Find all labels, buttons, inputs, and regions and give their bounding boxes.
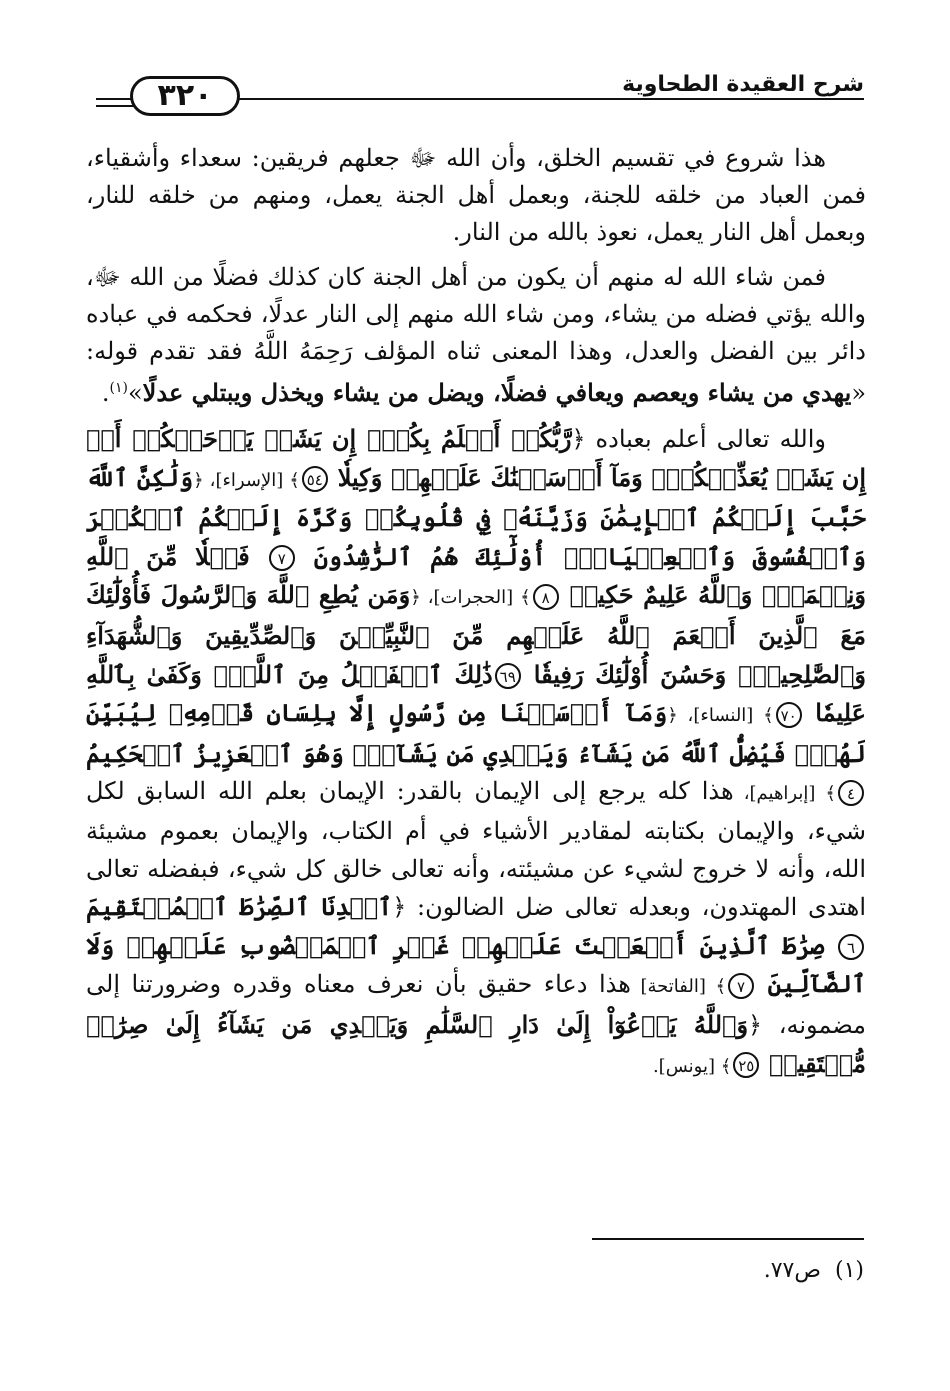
page-number: ٣٢٠	[157, 78, 213, 113]
footnote-number: (١)	[834, 1258, 864, 1283]
surah-reference: ﴾ [الحجرات]، ﴿	[410, 587, 531, 609]
quran-verse: وَٱللَّهُ يَدۡعُوٓاْ إِلَىٰ دَارِ ٱلسَّلَٰمِ وَيَهۡدِي مَن يَشَآءُ إِلَىٰ صِرَٰطٖ مُّسۡتَقِيمٖ	[86, 1009, 866, 1078]
surah-reference: ﴾ [الفاتحة]	[630, 976, 727, 998]
surah-reference: ﴾ [الإسراء]، ﴿	[193, 469, 300, 491]
paragraph-1: هذا شروع في تقسيم الخلق، وأن الله ﷻ جعلهم فريقين: سعداء وأشقياء، فمن العباد من خلقه للجنة، وبعمل أهل الجنة يعمل، ومنهم من خلقه للنار، وبعمل أهل النار يعمل، نعوذ بالله من النار.	[86, 144, 866, 246]
page-body	[86, 140, 866, 1085]
page-header	[96, 68, 864, 126]
quote-close: »	[127, 379, 143, 407]
footnote	[764, 1258, 864, 1283]
quran-verse: وَمَن يُطِعِ ٱللَّهَ وَٱلرَّسُولَ فَأُوْلَٰٓئِكَ مَعَ ٱلَّذِينَ أَنۡعَمَ ٱللَّهُ عَلَيۡهِم مِّنَ ٱلنَّبِيِّـۧنَ وَٱلصِّدِّيقِينَ وَٱلشُّهَدَآءِ وَٱلصَّٰلِحِينَۚ وَحَسُنَ أُوْلَٰٓئِكَ رَفِيقٗا	[86, 580, 866, 689]
ayah-number: ٨	[533, 584, 559, 610]
ayah-number: ٦	[838, 934, 864, 960]
paragraph-2	[86, 259, 866, 412]
ayah-number: ٢٥	[733, 1052, 759, 1078]
surah-reference: ﴾ [النساء]، ﴿	[667, 705, 774, 727]
p3-middle: هذا كله يرجع إلى الإيمان بالقدر: الإيمان بعلم الله السابق لكل شيء، والإيمان بكتابته لمقادير الأشياء في أم الكتاب، والإيمان بعموم مشيئة الله، وأنه لا خروج لشيء عن مشيئته، وأنه تعالى خالق كل شيء، فبفضله تعالى اهتدى المهتدون، وبعدله تعالى ضل الضالون: ﴿	[86, 777, 866, 922]
paragraph-2-text: فمن شاء الله له منهم أن يكون من أهل الجنة كان كذلك فضلًا من الله ﷻ، والله يؤتي فضله من يشاء، ومن شاء الله منهم إلى النار عدلًا، فحكمه في عباده دائر بين الفضل والعدل، وهذا المعنى ثناه المؤلف رَحِمَهُ اللَّهُ فقد تقدم قوله: «	[86, 263, 866, 407]
ayah-number: ٧٠	[776, 702, 802, 728]
quran-verse: ٱهۡدِنَا ٱلصِّرَٰطَ ٱلۡمُسۡتَقِيمَ	[86, 892, 393, 922]
ayah-number: ٧	[728, 973, 754, 999]
quran-verse: ذَٰلِكَ ٱلۡفَضۡلُ مِنَ ٱللَّهِۚ وَكَفَىٰ بِٱللَّهِ عَلِيمٗا	[86, 659, 866, 728]
paragraph-2-end: .	[101, 379, 110, 407]
p3-intro: والله تعالى أعلم بعباده ﴿	[571, 425, 826, 453]
book-title: شرح العقيدة الطحاوية	[612, 72, 864, 97]
footnote-marker: (١)	[109, 380, 128, 396]
ayah-number: ٧	[269, 545, 295, 571]
quran-verse: فَضۡلٗا مِّنَ ٱللَّهِ وَنِعۡمَةٗۚ وَٱللَّهُ عَلِيمٌ حَكِيمٞ	[86, 541, 866, 610]
page-number-frame	[130, 76, 240, 116]
ayah-number: ٤	[838, 780, 864, 806]
quran-verse: وَمَآ أَرۡسَلۡنَا مِن رَّسُولٍ إِلَّا بِلِسَانِ قَوۡمِهِۦ لِيُبَيِّنَ لَهُمۡۖ فَيُضِلُّ ٱللَّهُ مَن يَشَآءُ وَيَهۡدِي مَن يَشَآءُۚ وَهُوَ ٱلۡعَزِيزُ ٱلۡحَكِيمُ	[86, 698, 866, 768]
paragraph-3	[86, 420, 866, 1085]
quran-verse: صِرَٰطَ ٱلَّذِينَ أَنۡعَمۡتَ عَلَيۡهِمۡ غَيۡرِ ٱلۡمَغۡضُوبِ عَلَيۡهِمۡ وَلَا ٱلضَّآلِّينَ	[86, 930, 866, 999]
footnote-text: ص٧٧.	[763, 1258, 821, 1283]
quoted-text: يهدي من يشاء ويعصم ويعافي فضلًا، ويضل من يشاء ويخذل ويبتلي عدلًا	[142, 378, 852, 407]
surah-reference: ﴾ [يونس].	[652, 1055, 732, 1077]
quran-verse: رَّبُّكُمۡ أَعۡلَمُ بِكُمۡۖ إِن يَشَأۡ يَرۡحَمۡكُمۡ أَوۡ إِن يَشَأۡ يُعَذِّبۡكُمۡۚ وَمَآ أَرۡسَلۡنَٰكَ عَلَيۡهِمۡ وَكِيلٗا	[86, 424, 866, 492]
quran-verse: وَلَٰكِنَّ ٱللَّهَ حَبَّبَ إِلَيۡكُمُ ٱلۡإِيمَٰنَ وَزَيَّنَهُۥ فِي قُلُوبِكُمۡ وَكَرَّهَ إِلَيۡكُمُ ٱلۡكُفۡرَ وَٱلۡفُسُوقَ وَٱلۡعِصۡيَانَۚ أُوْلَٰٓئِكَ هُمُ ٱلرَّٰشِدُونَ	[86, 462, 866, 571]
p3-middle-2: هذا دعاء حقيق بأن نعرف معناه وقدره وضرورتنا إلى مضمونه، ﴿	[86, 970, 866, 1039]
surah-reference: ﴾ [إبراهيم]،	[733, 783, 836, 805]
footnote-rule	[592, 1238, 864, 1240]
ayah-number: ٥٤	[302, 466, 328, 492]
ayah-number: ٦٩	[495, 663, 521, 689]
